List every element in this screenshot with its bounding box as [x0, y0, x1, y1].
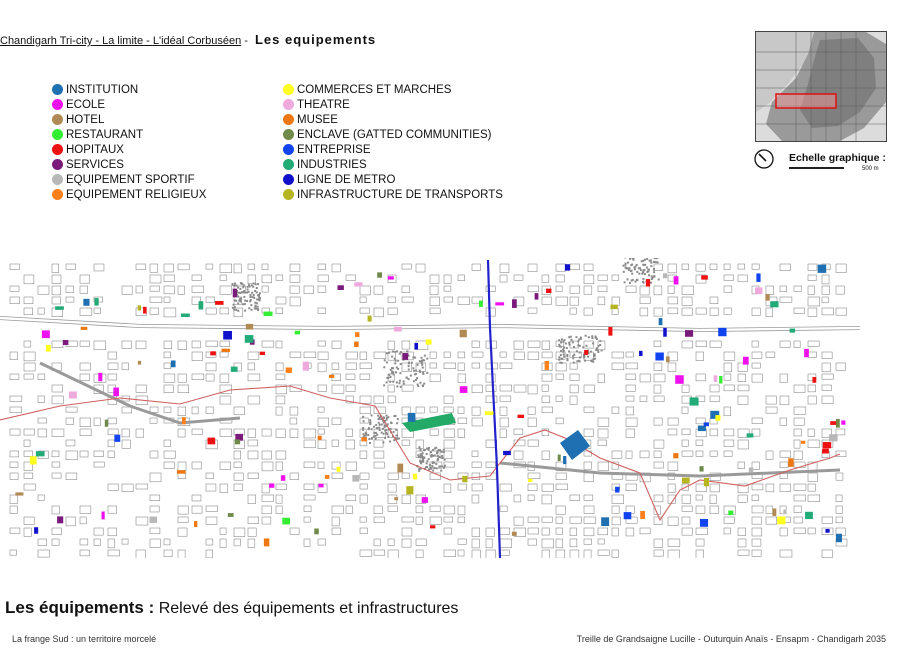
page-header	[0, 32, 376, 47]
legend-swatch-icon	[283, 189, 294, 200]
legend-item	[52, 157, 206, 172]
legend-item	[283, 187, 503, 202]
legend-item	[52, 172, 206, 187]
legend-swatch-icon	[52, 189, 63, 200]
legend-swatch-icon	[283, 84, 294, 95]
legend-swatch-icon	[52, 174, 63, 185]
scale-label: Echelle graphique :	[789, 152, 886, 164]
legend-swatch-icon	[283, 144, 294, 155]
scale-unit: 500 m	[862, 166, 879, 172]
legend-item	[283, 97, 503, 112]
legend-swatch-icon	[283, 129, 294, 140]
breadcrumb-separator: -	[143, 35, 153, 47]
legend-label: EQUIPEMENT RELIGIEUX	[66, 188, 207, 201]
legend-label: HOTEL	[66, 113, 105, 126]
figure-caption	[5, 598, 458, 618]
legend-item	[52, 97, 206, 112]
legend-item	[52, 187, 206, 202]
legend-item	[283, 112, 503, 127]
legend-item	[283, 127, 503, 142]
north-arrow-icon	[754, 149, 774, 169]
legend-swatch-icon	[52, 84, 63, 95]
legend-right-column	[283, 82, 503, 202]
legend-item	[52, 112, 206, 127]
map-drawing	[0, 258, 900, 558]
equipment-map	[0, 258, 900, 558]
legend-swatch-icon	[52, 99, 63, 110]
legend-swatch-icon	[283, 99, 294, 110]
footer-left-text: La frange Sud : un territoire morcelé	[12, 634, 157, 644]
legend-label: ECOLE	[66, 98, 105, 111]
legend-label: INDUSTRIES	[297, 158, 367, 171]
footer-right-text: Treille de Grandsaigne Lucille - Outurquin Anaïs - Ensapm - Chandigarh 2035	[576, 634, 886, 644]
legend-label: ENCLAVE (GATTED COMMUNITIES)	[297, 128, 492, 141]
legend-item	[283, 172, 503, 187]
legend-label: RESTAURANT	[66, 128, 144, 141]
breadcrumb-ideal: L'idéal Corbuséen	[152, 35, 242, 47]
legend-item	[52, 82, 206, 97]
breadcrumb-limite: La limite	[102, 35, 144, 47]
legend-swatch-icon	[52, 129, 63, 140]
legend-label: SERVICES	[66, 158, 124, 171]
caption-text: Relevé des équipements et infrastructures	[154, 600, 459, 617]
legend-item	[52, 142, 206, 157]
legend-swatch-icon	[283, 159, 294, 170]
legend-item	[52, 127, 206, 142]
scale-bar	[789, 167, 844, 169]
legend-label: THEATRE	[297, 98, 350, 111]
location-minimap	[755, 31, 887, 142]
legend-item	[283, 157, 503, 172]
legend-swatch-icon	[52, 144, 63, 155]
legend-swatch-icon	[283, 174, 294, 185]
breadcrumb-tricity: Chandigarh Tri-city	[0, 35, 93, 47]
legend-label: EQUIPEMENT SPORTIF	[66, 173, 195, 186]
page-title: Les equipements	[254, 32, 377, 47]
legend-item	[283, 142, 503, 157]
legend-label: COMMERCES ET MARCHES	[297, 83, 452, 96]
legend-swatch-icon	[52, 159, 63, 170]
legend-swatch-icon	[283, 114, 294, 125]
legend-label: HOPITAUX	[66, 143, 124, 156]
caption-title: Les équipements :	[5, 598, 155, 617]
breadcrumb-separator: -	[92, 35, 103, 47]
legend-label: LIGNE DE METRO	[297, 173, 396, 186]
legend-label: INFRASTRUCTURE DE TRANSPORTS	[297, 188, 503, 201]
legend-left-column	[52, 82, 206, 202]
legend-label: MUSEE	[297, 113, 338, 126]
breadcrumb-separator: -	[241, 35, 251, 47]
legend-item	[283, 82, 503, 97]
legend-swatch-icon	[52, 114, 63, 125]
legend-label: ENTREPRISE	[297, 143, 371, 156]
legend-label: INSTITUTION	[66, 83, 139, 96]
